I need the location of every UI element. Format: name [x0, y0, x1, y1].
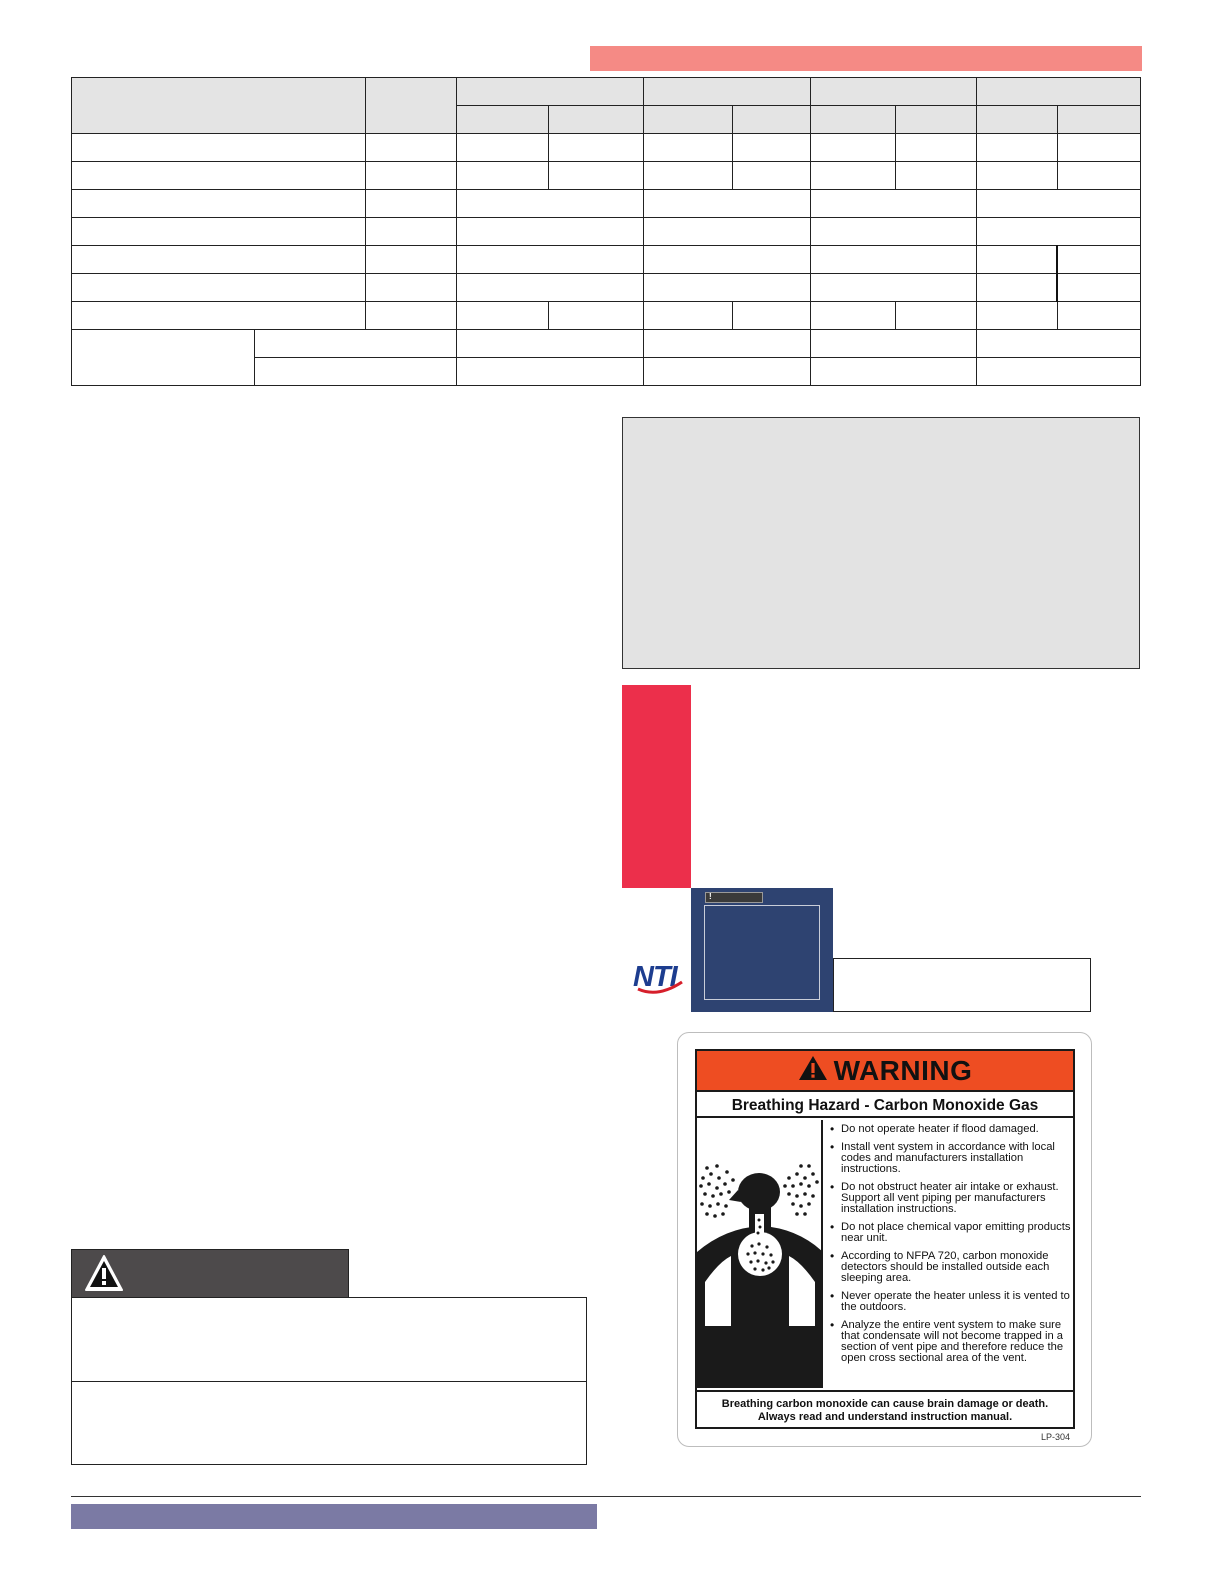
header-subcell	[456, 106, 548, 134]
warning-callout-header	[71, 1249, 349, 1298]
warning-signal-word: WARNING	[833, 1054, 973, 1086]
list-item: • Do not operate heater if flood damaged.	[828, 1124, 1072, 1135]
warning-label-header	[697, 1051, 1073, 1092]
header-cell-model-3	[811, 78, 976, 106]
header-cell-model-4	[976, 78, 1140, 106]
table-row	[72, 330, 1141, 358]
label-callout-box	[833, 958, 1091, 1012]
carbon-monoxide-inhalation-icon	[697, 1120, 823, 1388]
label-code: LP-304	[1040, 1432, 1070, 1442]
label-tag: !	[705, 892, 763, 903]
table-row	[72, 274, 1141, 302]
header-cell-model-2	[644, 78, 811, 106]
table-row	[72, 190, 1141, 218]
spec-table	[71, 77, 1141, 386]
warning-bullet-list	[828, 1124, 1072, 1388]
list-item: • Do not place chemical vapor emitting products near unit.	[828, 1222, 1072, 1244]
warning-triangle-icon	[84, 1254, 124, 1297]
header-cell-spec	[72, 78, 366, 134]
nti-logo	[632, 958, 688, 998]
note-box	[622, 417, 1140, 669]
label-inner-frame	[704, 905, 820, 1000]
warning-callout-body	[71, 1381, 587, 1465]
warning-label-title: Breathing Hazard - Carbon Monoxide Gas	[697, 1094, 1073, 1118]
warning-label-footer	[697, 1390, 1073, 1427]
header-subcell	[733, 106, 811, 134]
list-item: • Never operate the heater unless it is vented to the outdoors.	[828, 1291, 1072, 1313]
list-item: • Do not obstruct heater air intake or exhaust. Support all vent piping per manufacturers installation instructions.	[828, 1182, 1072, 1215]
table-row	[72, 162, 1141, 190]
table-row	[72, 134, 1141, 162]
header-subcell	[1057, 106, 1140, 134]
table-row	[72, 302, 1141, 330]
warning-triangle-icon	[798, 1055, 828, 1086]
svg-text:NTI: NTI	[633, 961, 677, 993]
footer-line: Always read and understand instruction manual.	[757, 1411, 1013, 1423]
list-item: • Install vent system in accordance with local codes and manufacturers installation instructions.	[828, 1142, 1072, 1175]
header-subcell	[811, 106, 896, 134]
list-item: • Analyze the entire vent system to make sure that condensate will not become trapped in a section of vent pipe and therefore reduce the open cross sectional area of the vent.	[828, 1320, 1072, 1364]
header-cell-units	[365, 78, 456, 134]
section-header-bar	[590, 46, 1142, 71]
list-item: • According to NFPA 720, carbon monoxide detectors should be installed outside each sleeping area.	[828, 1251, 1072, 1284]
warning-callout-body	[71, 1297, 587, 1382]
header-subcell	[548, 106, 643, 134]
table-row	[72, 246, 1141, 274]
footer-line: Breathing carbon monoxide can cause brain damage or death.	[721, 1398, 1049, 1410]
red-section-band	[622, 685, 691, 888]
header-cell-model-1	[456, 78, 643, 106]
header-subcell	[644, 106, 733, 134]
header-subcell	[976, 106, 1057, 134]
footer-bar	[71, 1504, 597, 1529]
header-subcell	[896, 106, 976, 134]
table-row	[72, 218, 1141, 246]
footer-divider	[71, 1496, 1141, 1497]
